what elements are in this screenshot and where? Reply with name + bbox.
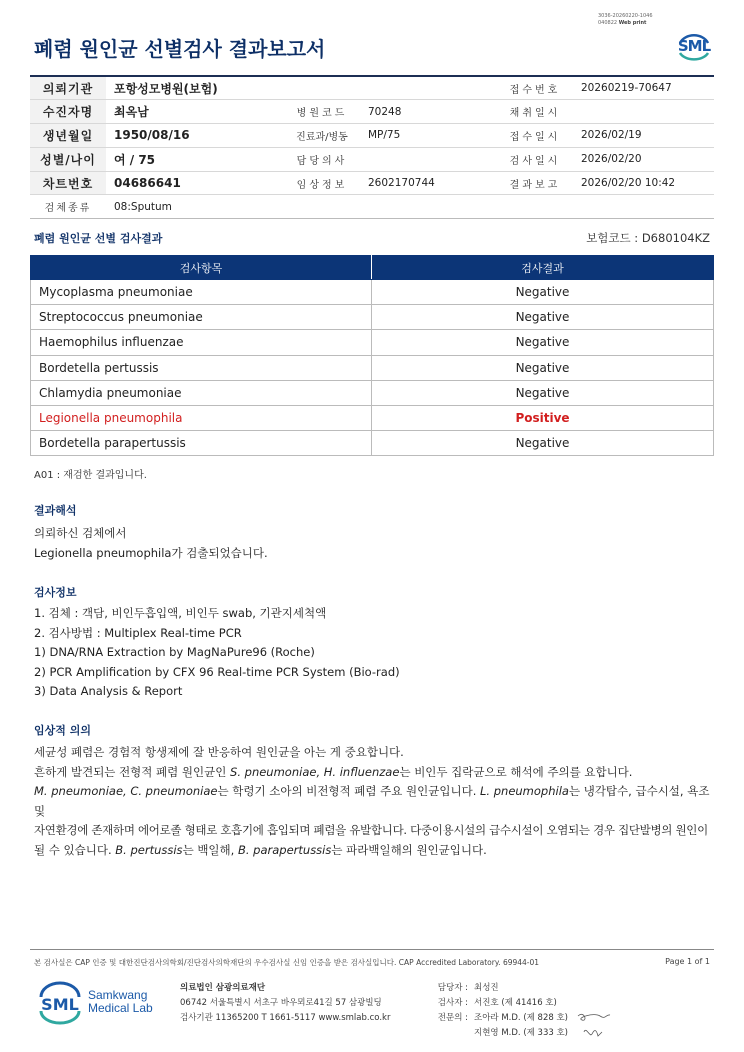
clinical-info: 2602170744 [360,171,497,195]
receipt-no: 20260219-70647 [573,76,714,100]
test-item-name: Chlamydia pneumoniae [31,380,372,405]
clinical-significance-title: 임상적 의의 [34,724,91,737]
result-row [31,431,714,456]
document-code-line1: 3036-20260220-1046 [598,13,653,19]
staff-role: 전문의 : [437,1013,468,1023]
result-row [31,380,714,405]
label-doctor: 담당의사 [284,147,360,171]
label-sex-age: 성별/나이 [30,147,106,171]
certification-note: 본 검사실은 CAP 인증 및 대한진단검사의학회/진단검사의학재단의 우수검사실 신임 인증을 받은 검사실입니다. CAP Accredited Laboratory. 69944-01 [34,958,540,967]
org-contact: 검사기관 11365200 T 1661-5117 www.smlab.co.kr [180,1013,391,1023]
test-item-name: Bordetella pertussis [31,355,372,380]
interpretation-line1: 의뢰하신 검체에서 [34,526,127,540]
col-test-item: 검사항목 [31,256,372,280]
label-hospital-code: 병원코드 [284,100,360,124]
chart-no: 04686641 [106,171,284,195]
document-code [598,13,668,27]
test-info-section [34,584,714,702]
staff-role: 검사자 : [437,998,468,1008]
interpretation-section [34,502,714,563]
test-result-value: Negative [372,305,714,330]
document-code-id: 040822 [598,20,618,26]
page-number: Page 1 of 1 [665,957,710,966]
label-report-date: 결과보고 [497,171,573,195]
brand-line1: Samkwang [88,988,148,1002]
col-test-result: 검사결과 [372,256,714,280]
requesting-org: 포항성모병원(보험) [106,76,497,100]
label-test-date: 검사일시 [497,147,573,171]
label-specimen: 검체종류 [30,195,106,219]
result-row [31,280,714,305]
test-info-title: 검사정보 [34,586,77,599]
specimen-type: 08:Sputum [106,195,714,219]
interpretation-line2: Legionella pneumophila가 검출되었습니다. [34,545,268,560]
dob: 1950/08/16 [106,124,284,148]
web-print-tag: Web print [618,20,647,26]
label-chart-no: 차트번호 [30,171,106,195]
sex-age: 여 / 75 [106,147,284,171]
test-result-value: Negative [372,431,714,456]
test-info-line: 2. 검사방법 : Multiplex Real-time PCR [34,625,242,640]
organization-info [180,981,390,1026]
insurance-code: 보험코드 : D680104KZ [586,231,710,245]
label-collect-date: 채취일시 [497,100,573,124]
clinical-line1: 세균성 폐렴은 경험적 항생제에 잘 반응하여 원인균을 아는 게 중요합니다. [34,745,404,759]
clinical-significance-section [34,722,718,860]
clinical-line2: 흔하게 발견되는 전형적 폐렴 원인균인 S. pneumoniae, H. influenzae는 비인두 집락균으로 해석에 주의를 요합니다. [34,764,633,779]
collect-date [573,100,714,124]
label-receipt-date: 접수일시 [497,124,573,148]
results-table [30,255,714,456]
test-result-value: Negative [372,355,714,380]
sml-logo [674,27,714,63]
test-result-value: Negative [372,380,714,405]
hospital-code: 70248 [360,100,497,124]
label-dept: 진료과/병동 [284,124,360,148]
test-item-name: Haemophilus influenzae [31,330,372,355]
test-info-line: 1) DNA/RNA Extraction by MagNaPure96 (Roche) [34,645,315,659]
staff-role: 담당자 : [437,983,468,993]
test-item-name: Legionella pneumophila [31,405,372,430]
clinical-line3: M. pneumoniae, C. pneumoniae는 학령기 소아의 비전형적 폐렴 주요 원인균입니다. L. pneumophila는 냉각탑수, 급수시설, 욕조 및 [34,784,710,818]
label-clinical-info: 임상정보 [284,171,360,195]
test-item-name: Bordetella parapertussis [31,431,372,456]
patient-info-table [30,75,714,219]
staff-name: 최성진 [474,983,499,993]
staff-name: 지현영 M.D. (제 333 호) [474,1028,569,1038]
staff-name: 조아라 M.D. (제 828 호) [474,1013,569,1023]
test-result-value: Negative [372,280,714,305]
report-title: 폐렴 원인균 선별검사 결과보고서 [34,37,326,61]
test-item-name: Mycoplasma pneumoniae [31,280,372,305]
dept: MP/75 [360,124,497,148]
clinical-line4: 자연환경에 존재하며 에어로졸 형태로 호흡기에 흡입되며 폐렴을 유발합니다. 다중이용시설의 급수시설이 오염되는 경우 집단발병의 원인이 [34,823,708,837]
footer-divider [30,949,714,950]
org-name: 의료법인 삼광의료재단 [180,983,266,993]
org-address: 06742 서울특별시 서초구 바우뫼로41길 57 삼광빌딩 [180,998,382,1008]
result-row [31,330,714,355]
interpretation-title: 결과해석 [34,504,77,517]
retest-note: A01 : 재검한 결과입니다. [34,470,147,481]
brand-line2: Medical Lab [88,1001,153,1015]
doctor [360,147,497,171]
result-row [31,355,714,380]
staff-info [428,981,568,1041]
report-date: 2026/02/20 10:42 [573,171,714,195]
result-row [31,405,714,430]
samkwang-logo [36,981,156,1025]
test-date: 2026/02/20 [573,147,714,171]
test-result-value: Positive [372,405,714,430]
staff-role [428,1026,468,1041]
label-receipt-no: 접수번호 [497,76,573,100]
results-section-title: 폐렴 원인균 선별 검사결과 [34,232,163,245]
label-dob: 생년월일 [30,124,106,148]
test-info-line: 2) PCR Amplification by CFX 96 Real-time PCR System (Bio-rad) [34,664,400,679]
label-requesting-org: 의뢰기관 [30,76,106,100]
staff-name: 서진호 (제 41416 호) [474,998,557,1008]
patient-name: 최옥남 [106,100,284,124]
clinical-line5: 될 수 있습니다. B. pertussis는 백일해, B. parapertussis는 파라백일해의 원인균입니다. [34,842,487,857]
test-info-line: 1. 검체 : 객담, 비인두흡입액, 비인두 swab, 기관지세척액 [34,606,327,620]
sml-logo-text: SML [677,37,711,55]
result-row [31,305,714,330]
receipt-date: 2026/02/19 [573,124,714,148]
signature-image [574,1008,614,1044]
test-item-name: Streptococcus pneumoniae [31,305,372,330]
label-patient: 수진자명 [30,100,106,124]
test-info-line: 3) Data Analysis & Report [34,684,183,698]
svg-text:SML: SML [41,995,79,1014]
test-result-value: Negative [372,330,714,355]
